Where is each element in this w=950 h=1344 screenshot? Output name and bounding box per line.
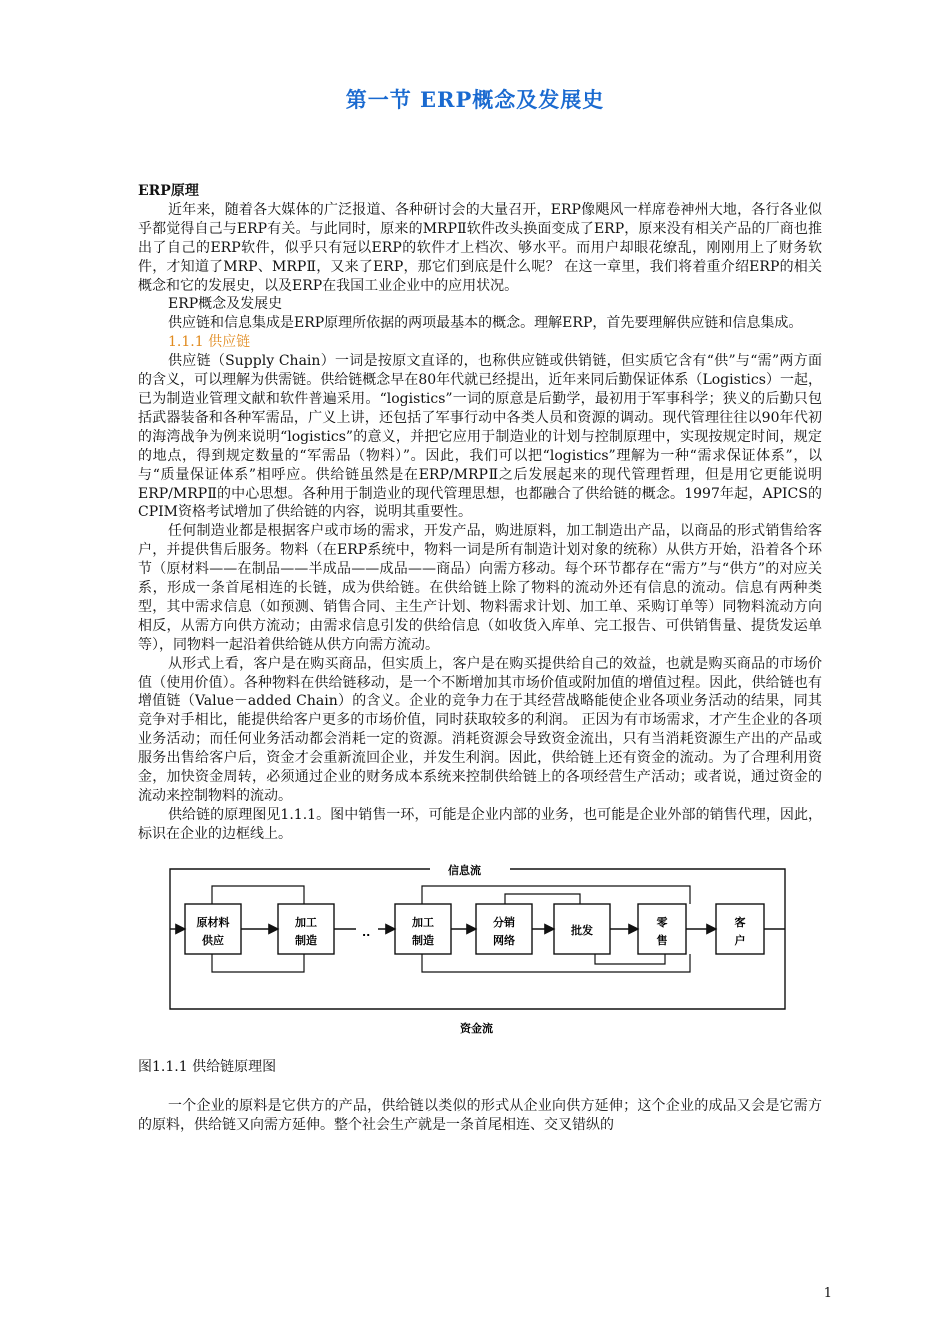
- svg-text:户: 户: [734, 933, 746, 947]
- document-body: [138, 182, 822, 1134]
- info-flow-label: 信息流: [448, 863, 481, 877]
- svg-text:供应: 供应: [202, 933, 224, 947]
- diagram-box-wholesale: [554, 904, 610, 954]
- paragraph-subtitle: ERP概念及发展史: [168, 296, 283, 313]
- diagram-box-customer: [716, 904, 764, 954]
- subsection-heading: 1.1.1 供应链: [168, 334, 251, 351]
- diagram-svg: [160, 854, 800, 1054]
- diagram-box-retail: [638, 904, 686, 954]
- paragraph-value-chain: 从形式上看，客户是在购买商品，但实质上，客户是在购买提供给自己的效益，也就是购买商品的市场价值（使用价值）。各种物料在供给链移动，是一个不断增加其市场价值或附加值的增值过程。因此，供给链也有增值链（Value－added Chain）的含义。企业的竞争力在于其经营战略能使企业各项业务活动的结果，同其竞争对手相比，能提供给客户更多的市场价值，同时获取较多的利润。 正因为有市场需求，才产生企业的各项业务活动；而任何业务活动都会消耗一定的资源。消耗资源会导致资金流出，只有当消耗资源生产出的产品或服务出售给客户后，资金才会重新流回企业，并发生利润。因此，供给链上还有资金的流动。为了合理利用资金，加快资金周转，必须通过企业的财务成本系统来控制供给链上的各项经营生产活动；或者说，通过资金的流动来控制物料的流动。: [138, 655, 822, 804]
- diagram-box-processing-2: [395, 904, 451, 954]
- capital-flow-label: 资金流: [460, 1021, 493, 1035]
- diagram-box-distribution: [476, 904, 532, 954]
- diagram-box-raw-material: [185, 904, 241, 954]
- svg-text:制造: 制造: [412, 933, 434, 947]
- svg-text:客: 客: [734, 915, 746, 929]
- paragraph-extension: 一个企业的原料是它供方的产品，供给链以类似的形式从企业向供方延伸；这个企业的成品又会是它需方的原料，供给链又向需方延伸。整个社会生产就是一条首尾相连、交叉错纵的: [138, 1097, 822, 1133]
- paragraph-materials: 任何制造业都是根据客户或市场的需求，开发产品，购进原料，加工制造出产品，以商品的形式销售给客户，并提供售后服务。物料（在ERP系统中，物料一词是所有制造计划对象的统称）从供方开始，沿着各个环节（原材料——在制品——半成品——成品——商品）向需方移动。每个环节都存在“需方”与“供方”的对应关系，形成一条首尾相连的长链，成为供给链。在供给链上除了物料的流动外还有信息的流动。信息有两种类型，其中需求信息（如预测、销售合同、主生产计划、物料需求计划、加工单、采购订单等）同物料流动方向相反，从需方向供方流动；由需求信息引发的供给信息（如收货入库单、完工报告、可供销售量、提货发运单等），同物料一起沿着供给链从供方向需方流动。: [138, 523, 822, 653]
- svg-text:加工: 加工: [412, 915, 434, 929]
- paragraph-supply-chain: 供应链（Supply Chain）一词是按原文直译的，也称供应链或供销链，但实质它含有“供”与“需”两方面的含义，可以理解为供需链。供给链概念早在80年代就已经提出，近年来同后勤保证体系（Logistics）一起，已为制造业管理文献和软件普遍采用。“logistics”一词的原意是后勤学，最初用于军事科学；狭义的后勤只包括武器装备和各种军需品，广义上讲，还包括了军事行动中各类人员和资源的调动。现代管理往往以90年代初的海湾战争为例来说明“logistics”的意义，并把它应用于制造业的计划与控制原理中，实现按规定时间，规定的地点，得到规定数量的“军需品（物料）”。因此，我们可以把“logistics”理解为一种“需求保证体系”，以与“质量保证体系”相呼应。供给链虽然是在ERP/MRPⅡ之后发展起来的现代管理哲理，但是用它更能说明ERP/MRPⅡ的中心思想。各种用于制造业的现代管理思想，也都融合了供给链的概念。1997年起，APICS的CPIM资格考试增加了供给链的内容，说明其重要性。: [138, 353, 822, 521]
- svg-text:加工: 加工: [295, 915, 317, 929]
- diagram-ellipsis: ..: [362, 925, 371, 939]
- svg-text:网络: 网络: [493, 933, 515, 947]
- figure-caption: 图1.1.1 供给链原理图: [138, 1058, 277, 1075]
- svg-text:批发: 批发: [571, 923, 593, 937]
- svg-text:制造: 制造: [295, 933, 317, 947]
- supply-chain-diagram: [138, 854, 822, 1054]
- paragraph-concepts: 供应链和信息集成是ERP原理所依据的两项最基本的概念。理解ERP，首先要理解供应链和信息集成。: [168, 315, 803, 332]
- page-number: 1: [823, 1286, 832, 1301]
- svg-text:分销: 分销: [493, 915, 515, 929]
- svg-text:零: 零: [656, 915, 668, 929]
- diagram-box-processing-1: [278, 904, 334, 954]
- svg-text:售: 售: [656, 933, 668, 947]
- svg-text:原材料: 原材料: [196, 915, 230, 929]
- page-title: 第一节 ERP概念及发展史: [345, 87, 605, 112]
- paragraph-diagram-intro: 供给链的原理图见1.1.1。图中销售一环，可能是企业内部的业务，也可能是企业外部的销售代理，因此，标识在企业的边框线上。: [138, 806, 822, 842]
- paragraph-intro: 近年来，随着各大媒体的广泛报道、各种研讨会的大量召开，ERP像飓风一样席卷神州大地，各行各业似乎都觉得自己与ERP有关。与此同时，原来的MRPⅡ软件改头换面变成了ERP，原来没有相关产品的厂商也推出了自己的ERP软件，似乎只有冠以ERP的软件才上档次、够水平。而用户却眼花缭乱，刚刚用上了财务软件，才知道了MRP、MRPⅡ，又来了ERP，那它们到底是什么呢？ 在这一章里，我们将着重介绍ERP的相关概念和它的发展史，以及ERP在我国工业企业中的应用状况。: [138, 201, 822, 294]
- section-heading: ERP原理: [138, 183, 199, 199]
